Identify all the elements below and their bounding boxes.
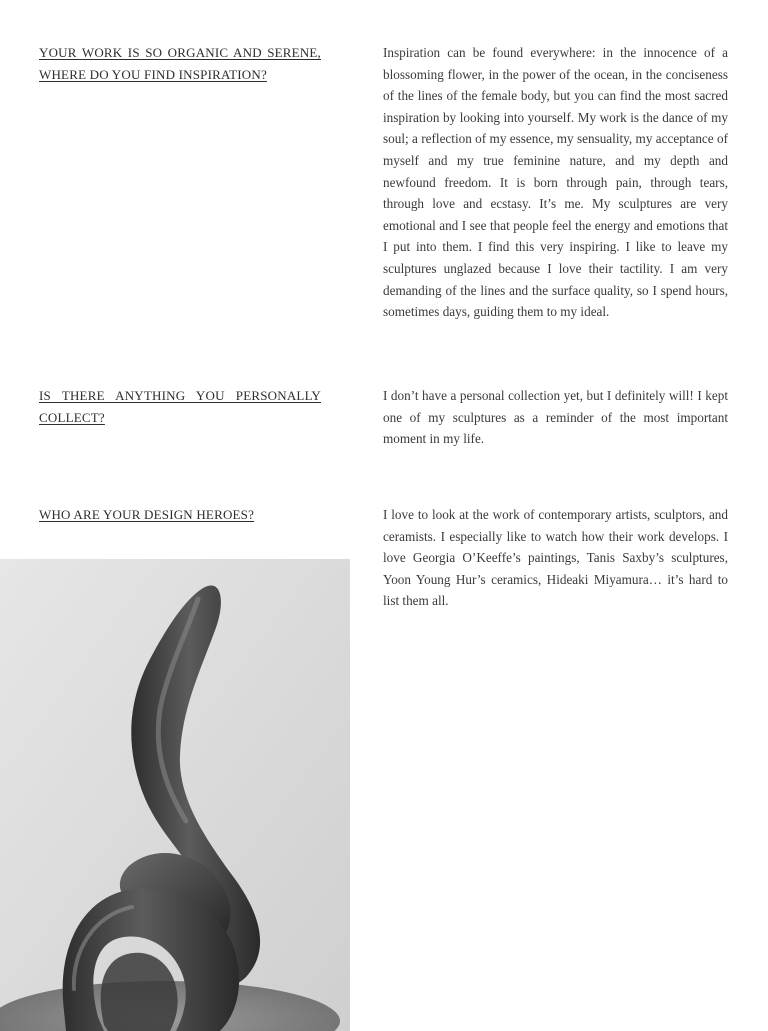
sculpture-photo bbox=[0, 559, 350, 1031]
answer-collect: I don’t have a personal collection yet, but I definitely will! I kept one of my sculptures as a reminder of the most important moment in my life. bbox=[383, 388, 728, 447]
question-design-heroes: WHO ARE YOUR DESIGN HEROES? bbox=[39, 507, 255, 522]
sculpture-illustration bbox=[0, 559, 350, 1031]
answer-inspiration: Inspiration can be found everywhere: in the innocence of a blossoming flower, in the power of the ocean, in the conciseness of the lines of the female body, but you can find the most sacred inspiration by looking into yourself. My work is the dance of my soul; a reflection of my essence, my sensuality, my acceptance of myself and my true feminine nature, and my depth and newfound freedom. It is born through pain, through tears, through love and ecstasy. It’s me. My sculptures are very emotional and I see that people feel the energy and emotions that I put into them. I find this very inspiring. I like to leave my sculptures unglazed because I love their tactility. I am very demanding of the lines and the surface quality, so I spend hours, sometimes days, guiding them to my ideal. bbox=[383, 45, 728, 320]
question-inspiration: YOUR WORK IS SO ORGANIC AND SERENE, WHERE DO YOU FIND INSPIRATION? bbox=[39, 45, 321, 82]
answer-design-heroes: I love to look at the work of contemporary artists, sculptors, and ceramists. I especially like to watch how their work develops. I love Georgia O’Keeffe’s paintings, Tanis Saxby’s sculptures, Yoon Young Hur’s ceramics, Hideaki Miyamura… it’s hard to list them all. bbox=[383, 507, 728, 609]
question-collect: IS THERE ANYTHING YOU PERSONALLY COLLECT? bbox=[39, 388, 321, 425]
